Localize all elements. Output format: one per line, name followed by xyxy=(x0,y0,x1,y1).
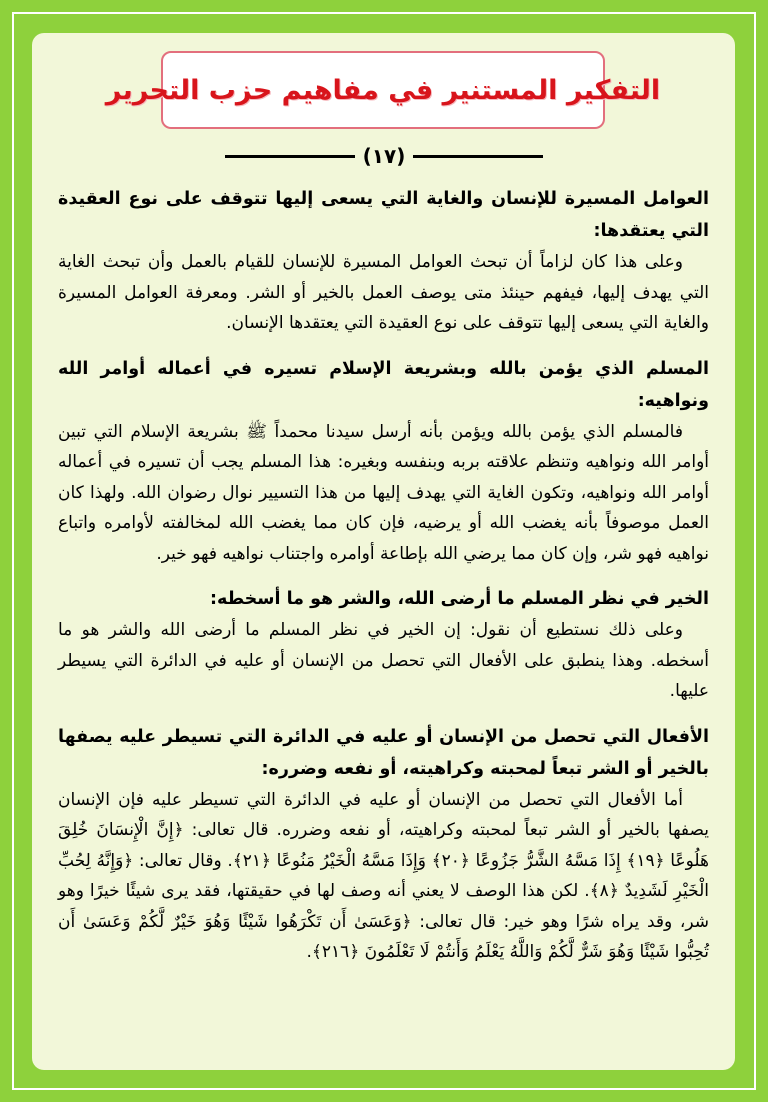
section-paragraph: وعلى هذا كان لزاماً أن تبحث العوامل المسيرة للإنسان للقيام بالعمل وأن تبحث الغاية التي يهدف إليها، فيفهم حينئذ متى يوصف العمل بالخير أو الشر. ومعرفة العوامل المسيرة والغاية التي يسعى إليها تتوقف على نوع العقيدة التي يعتقدها الإنسان. xyxy=(58,252,709,333)
page-panel xyxy=(32,33,735,1070)
left-rule xyxy=(225,155,355,158)
right-rule xyxy=(413,155,543,158)
section-heading: الأفعال التي تحصل من الإنسان أو عليه في الدائرة التي تسيطر عليه يصفها بالخير أو الشر تبعاً لمحبته وكراهيته، أو نفعه وضرره: xyxy=(58,726,709,779)
section-paragraph: فالمسلم الذي يؤمن بالله ويؤمن بأنه أرسل سيدنا محمداً ﷺ بشريعة الإسلام التي تبين أوامر الله ونواهيه وتنظم علاقته بربه وبنفسه وبغيره: هذا المسلم يجب أن تسيره في أعماله أوامر الله ونواهيه، وتكون الغاية التي يهدف إليها من هذا التسيير نوال رضوان الله. ولهذا كان العمل موصوفاً بأنه يغضب الله أو يرضيه، فإن كان مما يغضب الله لمخالفته لأوامره واتباع نواهيه فهو شر، وإن كان مما يرضي الله بإطاعة أوامره واجتناب نواهيه فهو خير. xyxy=(58,421,709,564)
page-number: (١٧) xyxy=(362,144,406,168)
book-title: التفكير المستنير في مفاهيم حزب التحرير xyxy=(105,74,661,106)
page-number-row xyxy=(54,141,714,171)
section-4 xyxy=(58,721,709,968)
section-3 xyxy=(58,583,709,707)
section-heading: العوامل المسيرة للإنسان والغاية التي يسعى إليها تتوقف على نوع العقيدة التي يعتقدها: xyxy=(58,189,709,241)
page-content xyxy=(58,183,709,982)
section-heading: المسلم الذي يؤمن بالله وبشريعة الإسلام تسيره في أعماله أوامر الله ونواهيه: xyxy=(58,358,709,411)
section-heading: الخير في نظر المسلم ما أرضى الله، والشر هو ما أسخطه: xyxy=(210,589,709,609)
section-1 xyxy=(58,183,709,339)
section-2 xyxy=(58,353,709,570)
section-paragraph: أما الأفعال التي تحصل من الإنسان أو عليه في الدائرة التي تسيطر عليه فإن الإنسان يصفها بالخير أو الشر تبعاً لمحبته وكراهيته، أو نفعه وضرره. قال تعالى: ﴿إِنَّ الْإِنسَانَ خُلِقَ هَلُوعًا ﴿١٩﴾ إِذَا مَسَّهُ الشَّرُّ جَزُوعًا ﴿٢٠﴾ وَإِذَا مَسَّهُ الْخَيْرُ مَنُوعًا ﴿٢١﴾. وقال تعالى: ﴿وَإِنَّهُ لِحُبِّ الْخَيْرِ لَشَدِيدٌ ﴿٨﴾. لكن هذا الوصف لا يعني أنه وصف لها في حقيقتها، فقد يرى شيئًا خيرًا وهو شر، وقد يراه شرًا وهو خير: قال تعالى: ﴿وَعَسَىٰ أَن تَكْرَهُوا شَيْئًا وَهُوَ خَيْرٌ لَّكُمْ وَعَسَىٰ أَن تُحِبُّوا شَيْئًا وَهُوَ شَرٌّ لَّكُمْ وَاللَّهُ يَعْلَمُ وَأَنتُمْ لَا تَعْلَمُونَ ﴿٢١٦﴾. xyxy=(58,789,710,962)
title-banner xyxy=(105,51,661,129)
section-paragraph: وعلى ذلك نستطيع أن نقول: إن الخير في نظر المسلم ما أرضى الله والشر هو ما أسخطه. وهذا ينطبق على الأفعال التي تحصل من الإنسان أو عليه في الدائرة التي يسيطر عليها. xyxy=(58,620,709,701)
